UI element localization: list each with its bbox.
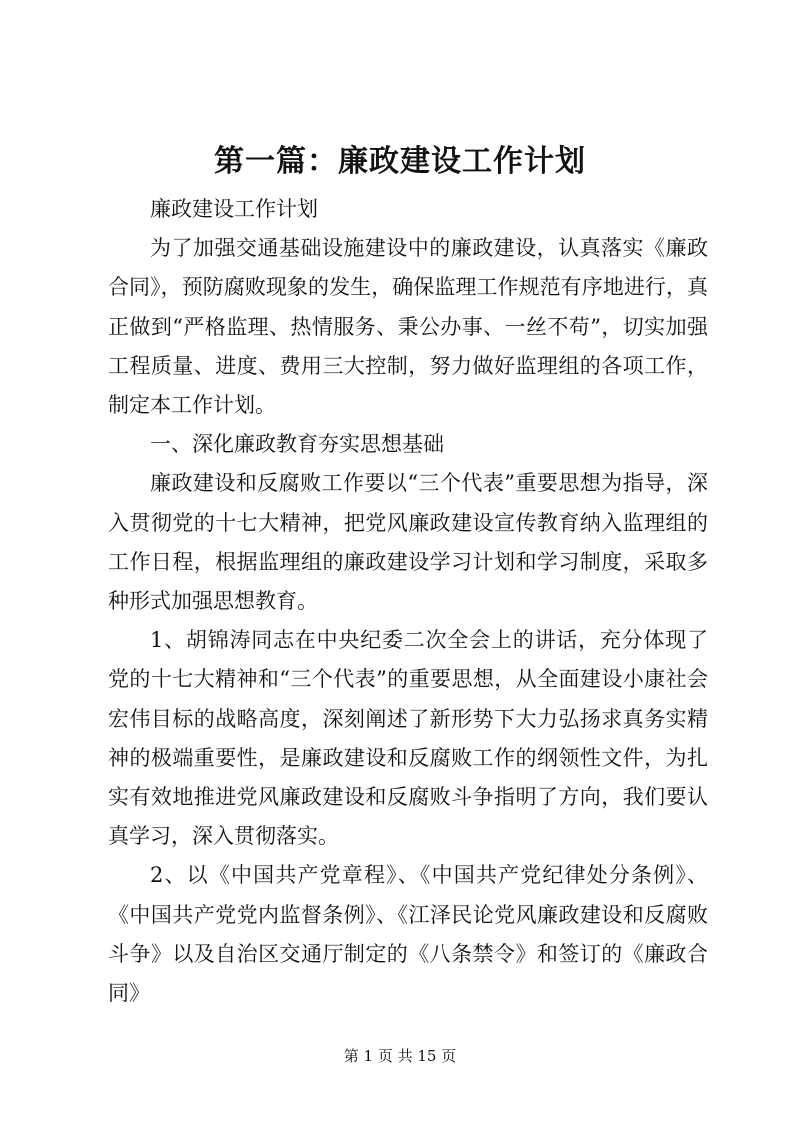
list-item-2: 2、以《中国共产党章程》、《中国共产党纪律处分条例》、《中国共产党党内监督条例》、《江泽民论党风廉政建设和反腐败斗争》以及自治区交通厅制定的《八条禁令》和签订的《廉政合同》 (108, 863, 708, 1006)
page-footer: 第 1 页 共 15 页 (343, 1047, 457, 1065)
intro-paragraph: 为了加强交通基础设施建设中的廉政建设，认真落实《廉政合同》，预防腐败现象的发生，确保监理工作规范有序地进行，真正做到“严格监理、热情服务、秉公办事、一丝不苟”，切实加强工程质量、进度、费用三大控制，努力做好监理组的各项工作，制定本工作计划。 (108, 236, 708, 418)
document-body (108, 190, 708, 1013)
section-paragraph: 廉政建设和反腐败工作要以“三个代表”重要思想为指导，深入贯彻党的十七大精神，把党风廉政建设宣传教育纳入监理组的工作日程，根据监理组的廉政建设学习计划和学习制度，采取多种形式加强思想教育。 (108, 471, 708, 614)
section-heading: 一、深化廉政教育夯实思想基础 (150, 432, 444, 457)
document-title: 第一篇：廉政建设工作计划 (214, 144, 586, 179)
subtitle-paragraph: 廉政建设工作计划 (150, 197, 318, 221)
list-item-1: 1、胡锦涛同志在中央纪委二次全会上的讲话，充分体现了党的十七大精神和“三个代表”的重要思想，从全面建设小康社会宏伟目标的战略高度，深刻阐述了新形势下大力弘扬求真务实精神的极端重要性，是廉政建设和反腐败工作的纲领性文件，为扎实有效地推进党风廉政建设和反腐败斗争指明了方向，我们要认真学习，深入贯彻落实。 (108, 628, 708, 849)
